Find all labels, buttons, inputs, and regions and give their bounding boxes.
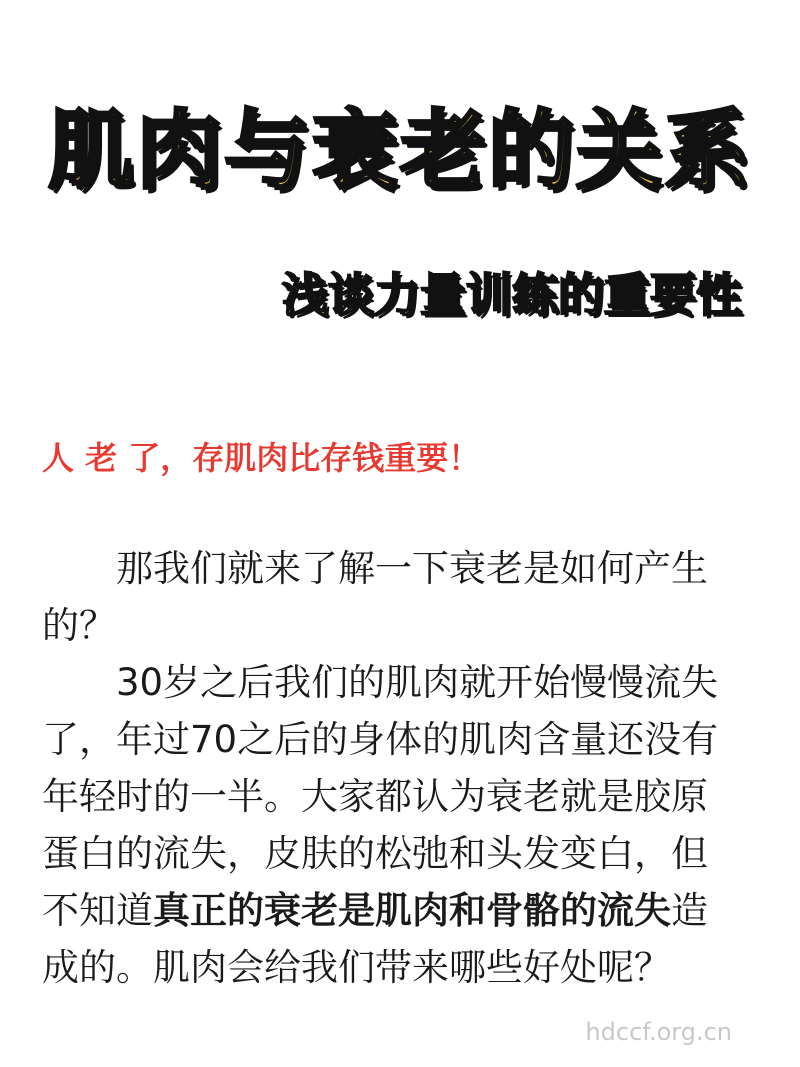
paragraph-main-text: 30岁之后我们的肌肉就开始慢慢流失了，年过70之后的身体的肌肉含量还没有年轻时的一半。大家都认为衰老就是胶原蛋白的流失，皮肤的松弛和头发变白，但不知道 bbox=[42, 661, 719, 932]
highlight-heading: 人 老 了，存肌肉比存钱重要！ bbox=[42, 439, 481, 477]
paragraph-main-emphasis: 真正的衰老是肌肉和骨骼的流失 bbox=[153, 889, 671, 932]
paragraph-main-ending: 造成的。肌肉会给我们带来哪些好处呢？ bbox=[42, 889, 708, 989]
article-body bbox=[42, 540, 732, 996]
page-subtitle: 浅谈力量训练的重要性 bbox=[282, 268, 742, 322]
watermark: hdccf.org.cn bbox=[585, 1018, 732, 1046]
paragraph-intro: 那我们就来了解一下衰老是如何产生的？ bbox=[42, 547, 708, 647]
paragraph-main bbox=[42, 654, 732, 996]
page-title: 肌肉与衰老的关系 bbox=[48, 101, 752, 201]
